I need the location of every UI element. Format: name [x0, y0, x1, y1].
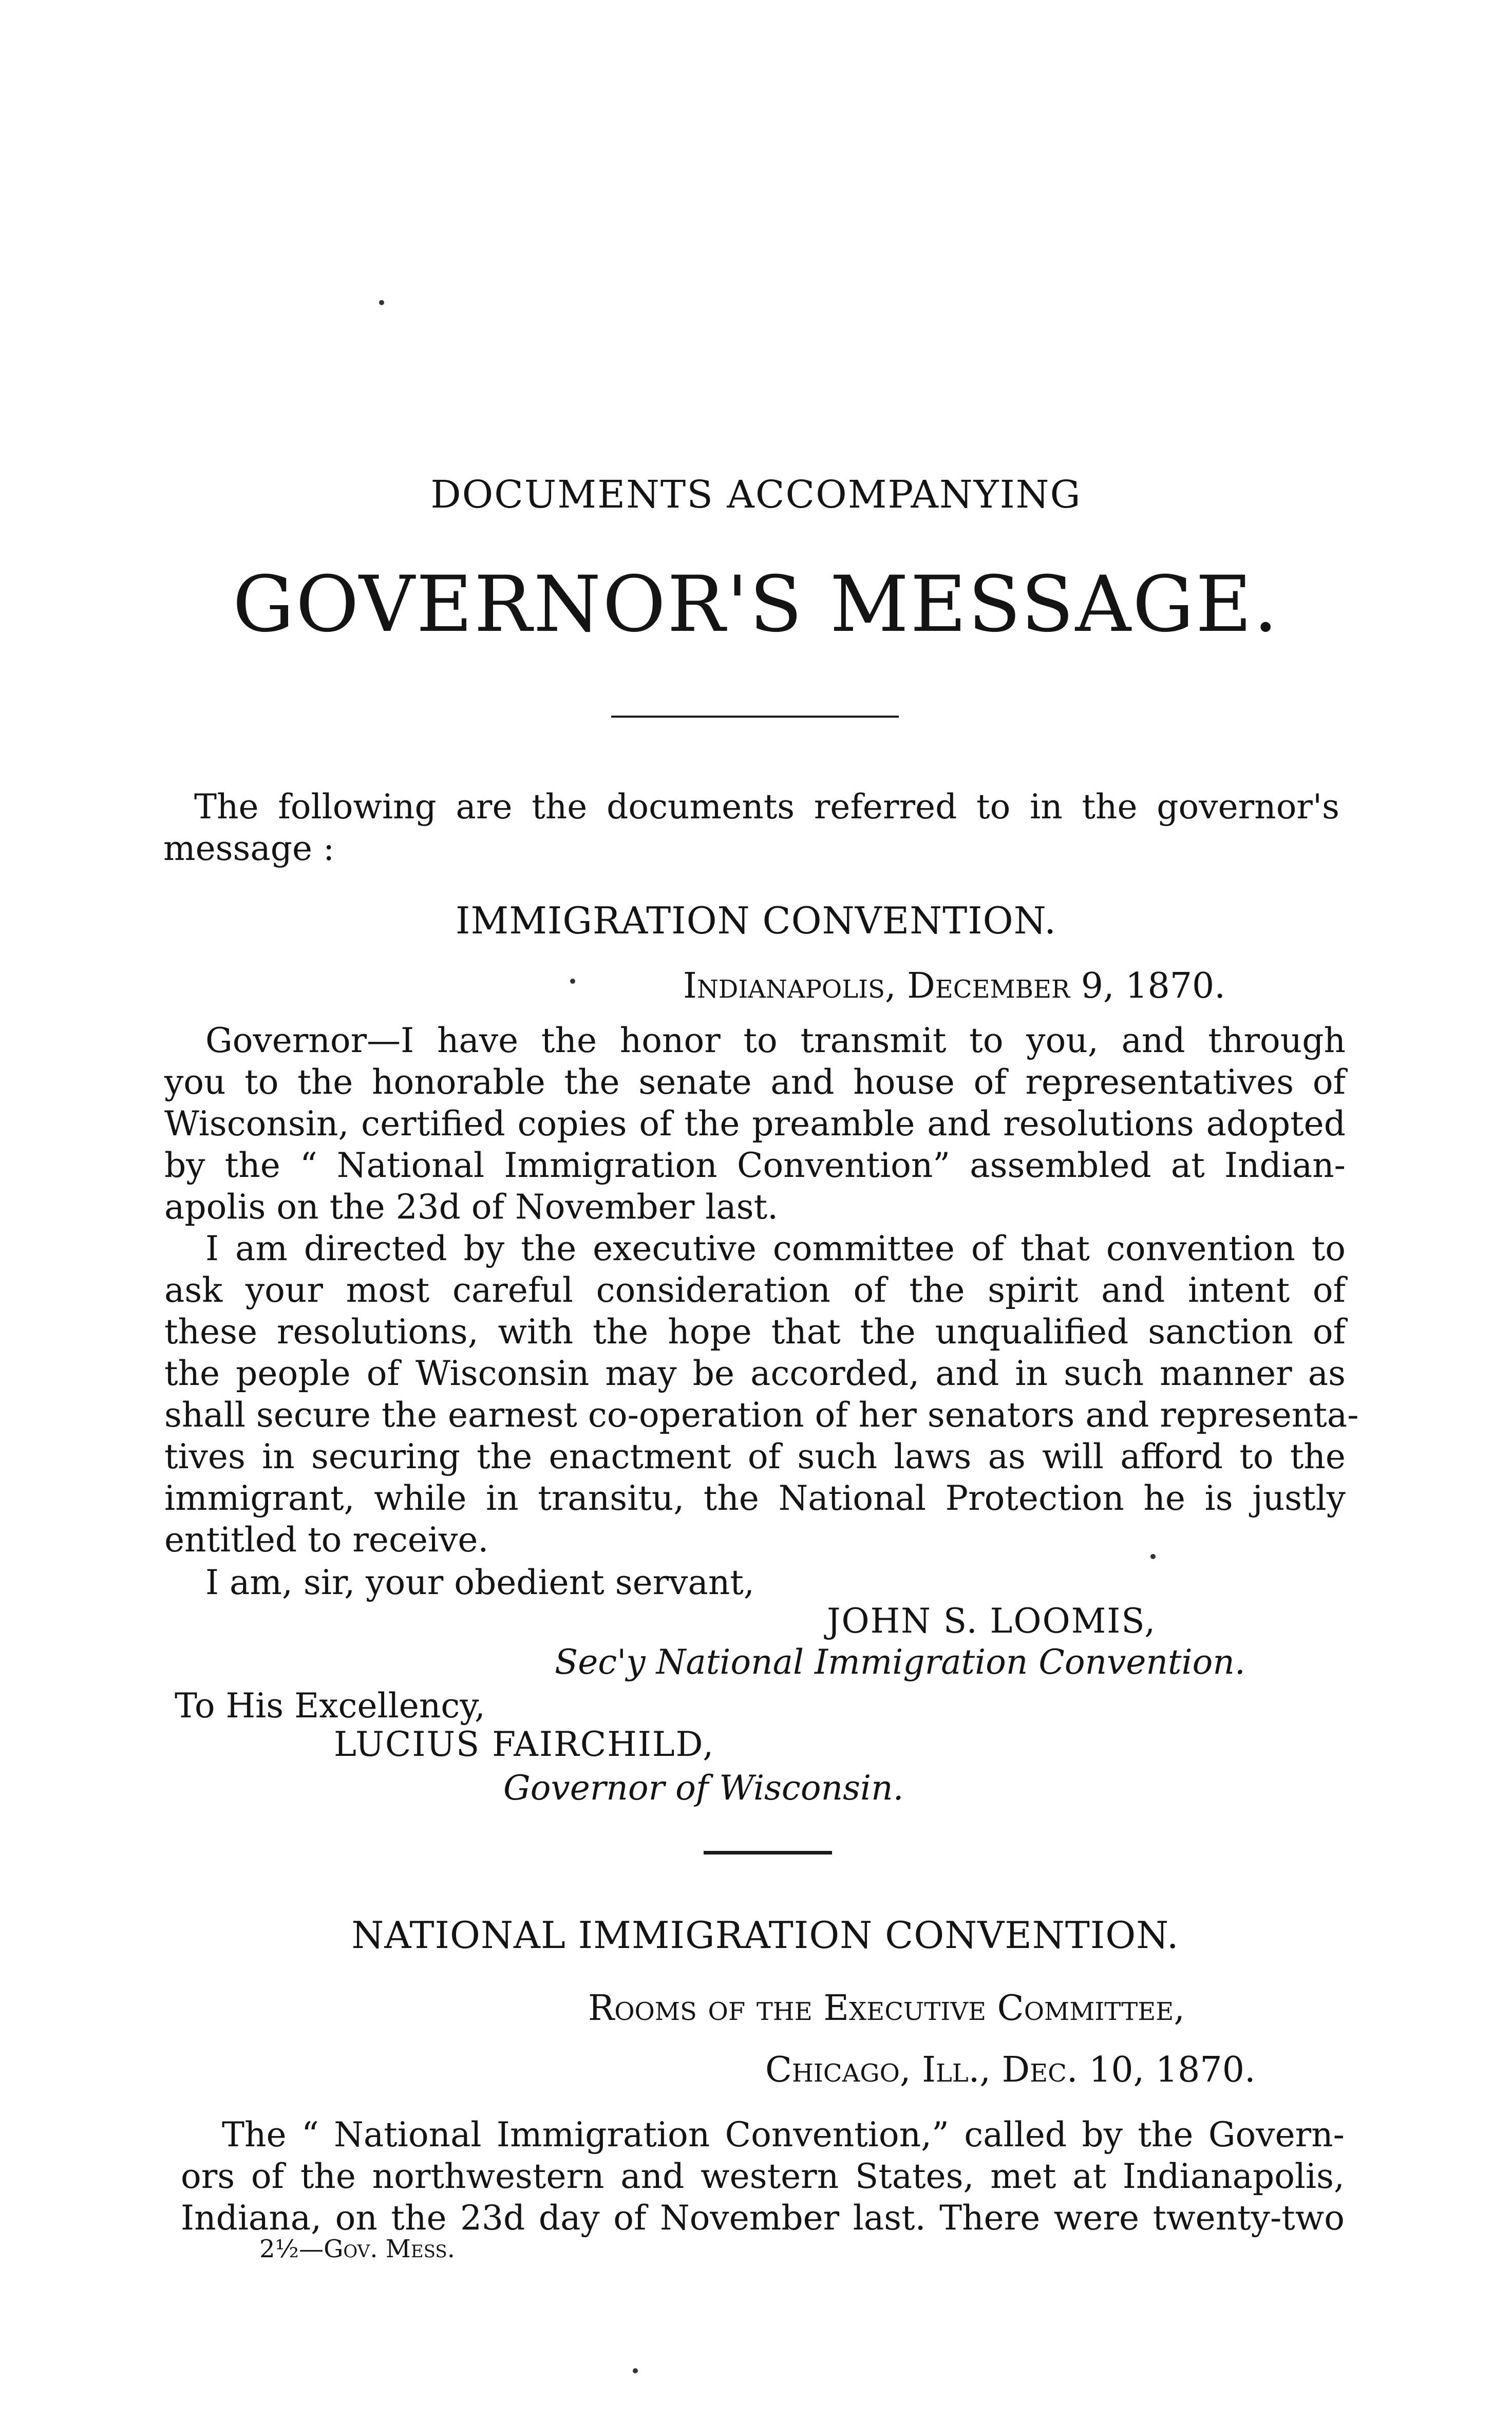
paragraph-line: entitled to receive. — [164, 1520, 489, 1560]
document-subtitle: DOCUMENTS ACCOMPANYING — [430, 473, 1082, 517]
document-title: GOVERNOR'S MESSAGE. — [232, 560, 1280, 649]
executive-committee-line: Rooms of the Executive Committee, — [588, 1988, 1185, 2029]
scan-speck — [1150, 1554, 1156, 1559]
paragraph-line: the people of Wisconsin may be accorded, and in such manner as — [164, 1354, 1346, 1393]
closing-line: I am, sir, your obedient servant, — [205, 1563, 754, 1602]
paragraph-line: Governor—I have the honor to transmit to you, and through — [205, 1021, 1346, 1060]
intro-paragraph — [163, 786, 1339, 869]
scan-speck — [379, 300, 384, 305]
section-divider — [704, 1851, 832, 1855]
paragraph-line: immigrant, while in transitu, the National Protection he is justly — [164, 1478, 1346, 1518]
scan-speck — [570, 979, 575, 984]
addressee-line: To His Excellency, — [175, 1686, 485, 1726]
paragraph-line: shall secure the earnest co-operation of her senators and representa- — [164, 1395, 1359, 1435]
paragraph-line: ask your most careful consideration of the spirit and intent of — [164, 1270, 1346, 1310]
paragraph-line: you to the honorable the senate and house of representatives of — [164, 1062, 1346, 1102]
signer-title: Sec'y National Immigration Convention. — [555, 1642, 1245, 1682]
signer-name: JOHN S. LOOMIS, — [827, 1601, 1157, 1641]
intro-line-2: message : — [163, 829, 335, 868]
paragraph-line: Indiana, on the 23d day of November last. There were twenty-two — [181, 2198, 1345, 2238]
section-2-heading: NATIONAL IMMIGRATION CONVENTION. — [351, 1914, 1179, 1957]
paragraph-line: these resolutions, with the hope that the unqualified sanction of — [164, 1312, 1346, 1352]
title-divider — [611, 716, 899, 718]
paragraph-line: by the “ National Immigration Convention” assembled at Indian- — [164, 1146, 1346, 1185]
section-2-paragraph — [181, 2114, 1345, 2239]
paragraph-line: tives in securing the enactment of such laws as will afford to the — [164, 1437, 1346, 1476]
section-1-paragraph-2 — [164, 1228, 1359, 1561]
paragraph-line: The “ National Immigration Convention,” called by the Govern- — [222, 2115, 1345, 2155]
intro-line-1: The following are the documents referred to in the governor's — [194, 787, 1339, 827]
section-1-heading: IMMIGRATION CONVENTION. — [456, 899, 1056, 942]
paragraph-line: Wisconsin, certified copies of the preamble and resolutions adopted — [164, 1104, 1346, 1144]
paragraph-line: I am directed by the executive committee of that convention to — [205, 1229, 1346, 1268]
section-1-paragraph-1 — [164, 1020, 1346, 1228]
chicago-date-line: Chicago, Ill., Dec. 10, 1870. — [765, 2050, 1256, 2090]
paragraph-line: ors of the northwestern and western States, met at Indianapolis, — [181, 2157, 1345, 2196]
signature-mark: 2½—Gov. Mess. — [259, 2235, 455, 2263]
section-1-dateline: Indianapolis, December 9, 1870. — [683, 966, 1225, 1006]
addressee-title: Governor of Wisconsin. — [503, 1768, 904, 1808]
paragraph-line: apolis on the 23d of November last. — [164, 1187, 779, 1227]
scan-speck — [633, 2368, 638, 2373]
addressee-name: LUCIUS FAIRCHILD, — [334, 1725, 715, 1764]
